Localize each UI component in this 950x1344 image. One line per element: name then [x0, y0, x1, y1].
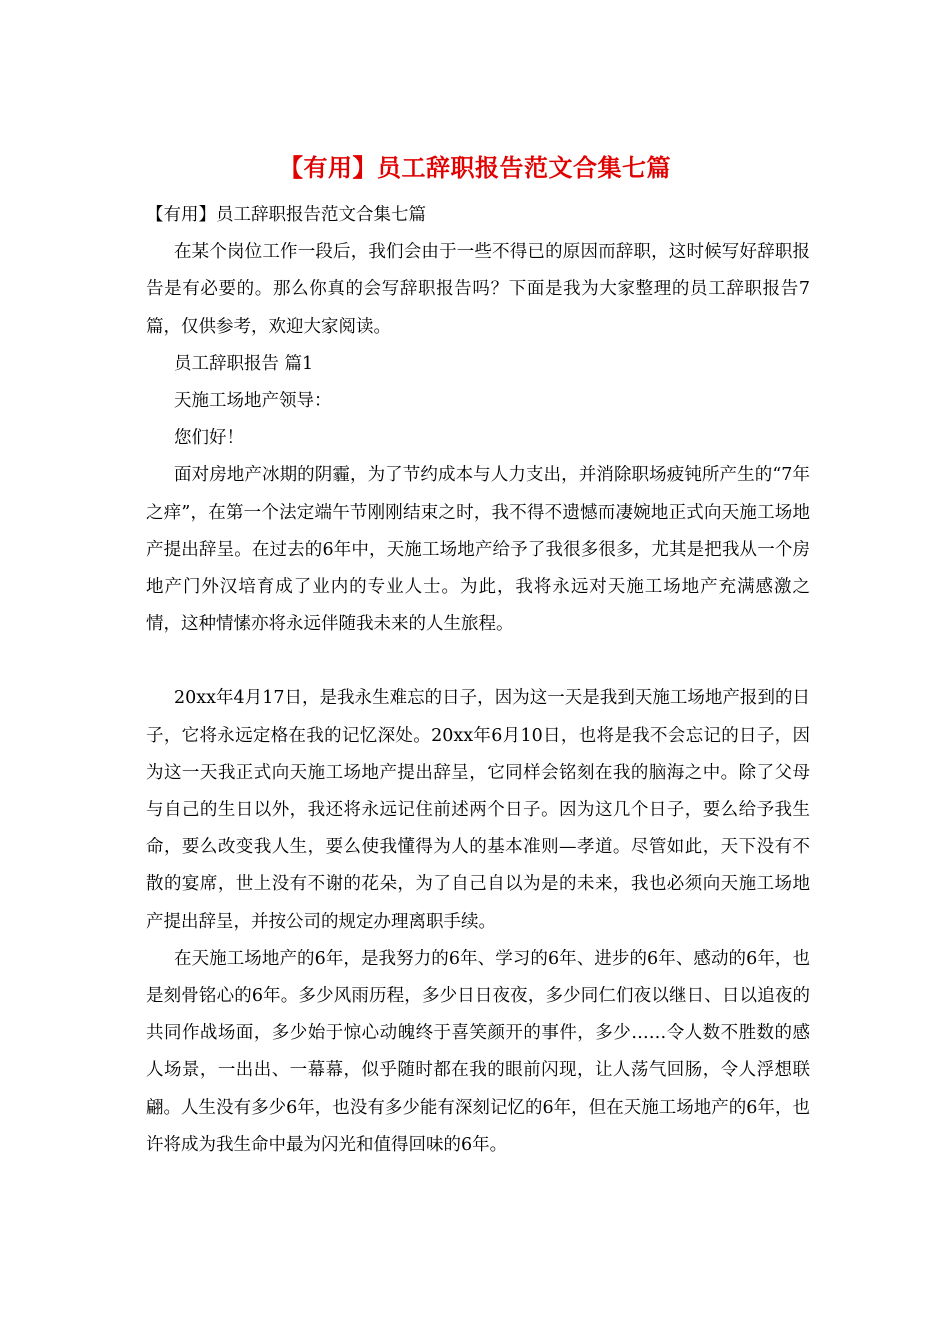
- salutation: 天施工场地产领导：: [174, 391, 332, 412]
- document-title: 【有用】员工辞职报告范文合集七篇: [279, 153, 671, 182]
- body-paragraph: 在天施工场地产的6年，是我努力的6年、学习的6年、进步的6年、感动的6年，也是刻骨铭心的6年。多少风雨历程，多少日日夜夜，多少同仁们夜以继日、日以追夜的共同作战场面，多少始于惊心动魄终于喜笑颜开的事件，多少……令人数不胜数的感人场景，一出出、一幕幕，似乎随时都在我的眼前闪现，让人荡气回肠，令人浮想联翩。人生没有多少6年，也没有多少能有深刻记忆的6年，但在天施工场地产的6年，也许将成为我生命中最为闪光和值得回味的6年。: [146, 948, 810, 1155]
- intro-paragraph: 在某个岗位工作一段后，我们会由于一些不得已的原因而辞职，这时候写好辞职报告是有必要的。那么你真的会写辞职报告吗？下面是我为大家整理的员工辞职报告7篇，仅供参考，欢迎大家阅读。: [146, 242, 810, 337]
- document-body: [146, 197, 810, 1164]
- body-paragraph: 面对房地产冰期的阴霾，为了节约成本与人力支出，并消除职场疲钝所产生的“7年之痒”，在第一个法定端午节刚刚结束之时，我不得不遗憾而凄婉地正式向天施工场地产提出辞呈。在过去的6年中，天施工场地产给予了我很多很多，尤其是把我从一个房地产门外汉培育成了业内的专业人士。为此，我将永远对天施工场地产充满感激之情，这种情愫亦将永远伴随我未来的人生旅程。: [146, 465, 810, 635]
- section-heading: 员工辞职报告 篇1: [174, 353, 314, 374]
- document-subtitle: 【有用】员工辞职报告范文合集七篇: [146, 205, 426, 225]
- greeting: 您们好！: [174, 428, 244, 449]
- body-paragraph: 20xx年4月17日，是我永生难忘的日子，因为这一天是我到天施工场地产报到的日子，它将永远定格在我的记忆深处。20xx年6月10日，也将是我不会忘记的日子，因为这一天我正式向天施工场地产提出辞呈，它同样会铭刻在我的脑海之中。除了父母与自己的生日以外，我还将永远记住前述两个日子。因为这几个日子，要么给予我生命，要么改变我人生，要么使我懂得为人的基本准则—孝道。尽管如此，天下没有不散的宴席，世上没有不谢的花朵，为了自己自以为是的未来，我也必须向天施工场地产提出辞呈，并按公司的规定办理离职手续。: [146, 688, 810, 932]
